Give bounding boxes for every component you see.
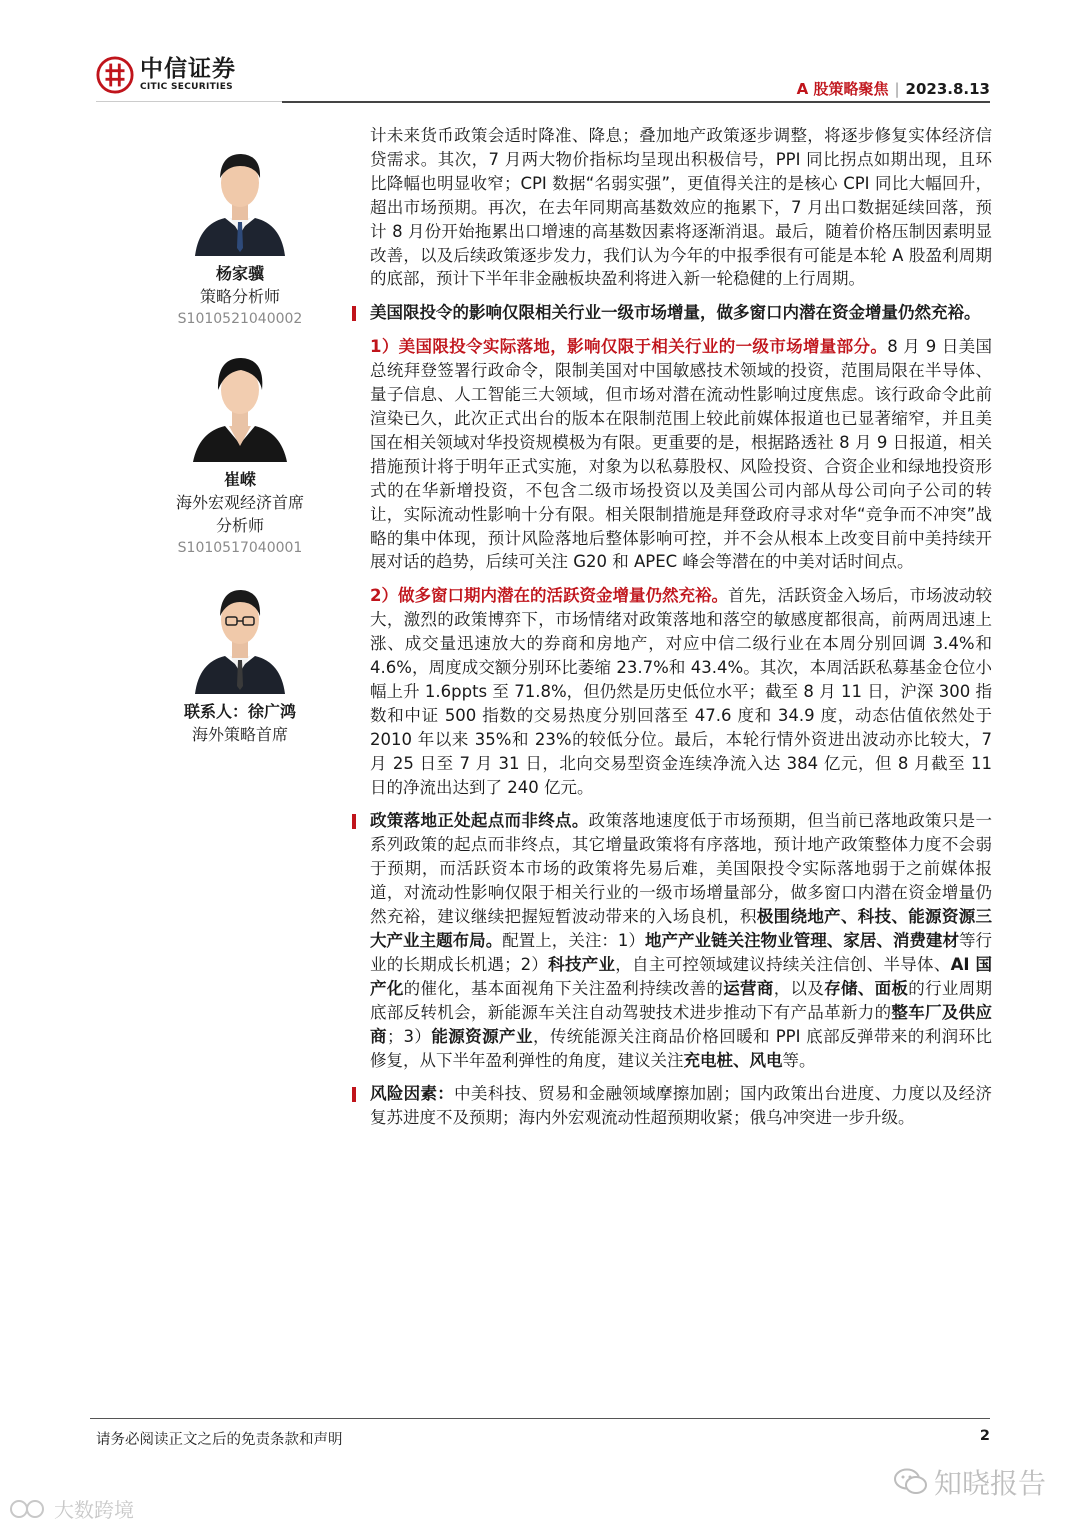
- watermark-text: 大数跨境: [54, 1498, 134, 1522]
- section-lead: 政策落地正处起点而非终点。: [370, 811, 589, 831]
- analyst-name: 杨家骥: [215, 264, 264, 283]
- subsection-lead: 2）做多窗口期内潜在的活跃资金增量仍然充裕。: [370, 586, 728, 606]
- report-date: 2023.8.13: [905, 80, 990, 98]
- analyst-photo: [185, 576, 295, 694]
- report-header: [797, 78, 990, 99]
- citic-logo: [96, 56, 236, 94]
- footer-divider: [90, 1418, 990, 1419]
- page-number: 2: [979, 1428, 990, 1444]
- citic-logo-icon: [96, 56, 134, 94]
- analyst-title: 策略分析师: [199, 287, 280, 306]
- subsection-active-capital: [352, 584, 992, 799]
- analyst-license-code: S1010517040001: [177, 540, 303, 556]
- disclaimer-notice: 请务必阅读正文之后的免责条款和声明: [96, 1432, 343, 1448]
- subsection-text: 8 月 9 日美国总统拜登签署行政命令，限制美国对中国敏感技术领域的投资，范围局限在半导体、量子信息、人工智能三大领域，但市场对潜在流动性影响过度焦虑。该行政命令此前渲染已久，此次正式出台的版本在限制范围上较此前媒体报道也已显著缩窄，并且美国在相关领域对华投资规模极为有限。更重要的是，根据路透社 8 月 9 日报道，相关措施预计将于明年正式实施，对象为以私募股权、风险投资、合资企业和绿地投资形式的在华新增投资，不包含二级市场投资以及美国公司内部从母公司向子公司的转让，实际流动性影响十分有限。相关限制措施是拜登政府寻求对华“竞争而不冲突”战略的集中体现，预计风险落地后整体影响可控，并不会从根本上改变目前中美持续开展对话的趋势，后续可关注 G20 和 APEC 峰会等潜在的中美对话时间点。: [370, 337, 993, 572]
- analyst-card-3: [140, 576, 340, 746]
- section-policy-starting-point: 政策落地正处起点而非终点。政策落地速度低于市场预期，但当前已落地政策只是一系列政策的起点而非终点，其它增量政策将有序落地，预计地产政策整体力度不会弱于预期，而活跃资本市场的政策将先易后难，美国限投令实际落地弱于之前媒体报道，对流动性影响仅限于相关行业的一级市场增量部分，做多窗口内潜在资金增量仍然充裕，建议继续把握短暂波动带来的入场良机，积极围绕地产、科技、能源资源三大产业主题布局。配置上，关注：1）地产产业链关注物业管理、家居、消费建材等行业的长期成长机遇；2）科技产业，自主可控领域建议持续关注信创、半导体、AI 国产化的催化，基本面视角下关注盈利持续改善的运营商，以及存储、面板的行业周期底部反转机会，新能源车关注自动驾驶技术进步推动下有产品革新力的整车厂及供应商；3）能源资源产业，传统能源关注商品价格回暖和 PPI 底部反弹带来的利润环比修复，从下半年盈利弹性的角度，建议关注充电桩、风电等。: [352, 809, 992, 1072]
- report-tag: A 股策略聚焦: [796, 80, 889, 98]
- contact-title: 海外策略首席: [191, 725, 288, 744]
- contact-name: 联系人：徐广鸿: [183, 702, 296, 721]
- analyst-name: 崔嵘: [223, 470, 256, 489]
- analyst-card-1: [140, 138, 340, 331]
- header-divider-left: [96, 101, 282, 102]
- analyst-card-2: [140, 344, 340, 560]
- subsection-lead: 1）美国限投令实际落地，影响仅限于相关行业的一级市场增量部分。: [370, 337, 888, 357]
- section-us-investment-restriction: [352, 301, 992, 325]
- header-separator: |: [894, 80, 900, 98]
- analyst-license-code: S1010521040002: [177, 311, 303, 327]
- watermark-logo-icon: [8, 1498, 48, 1520]
- paragraph-macro-outlook: 计未来货币政策会适时降准、降息；叠加地产政策逐步调整，将逐步修复实体经济信贷需求。其次，7 月两大物价指标均呈现出积极信号，PPI 同比拐点如期出现，且环比降幅也明显收窄；CPI 数据“名弱实强”，更值得关注的是核心 CPI 同比大幅回升，超出市场预期。再次，在去年同期高基数效应的拖累下，7 月出口数据延续回落，预计 8 月份开始拖累出口增速的高基数因素将逐渐消退。最后，随着价格压制因素明显改善，以及后续政策逐步发力，我们认为今年的中报季很有可能是本轮 A 股盈利周期的底部，预计下半年非金融板块盈利将进入新一轮稳健的上行周期。: [370, 126, 992, 289]
- subsection-restriction-impact: [352, 335, 992, 574]
- header-divider: [282, 101, 990, 103]
- watermark-text: 知晓报告: [933, 1467, 1046, 1500]
- analyst-photo: [185, 344, 295, 462]
- analyst-title-line1: 海外宏观经济首席: [175, 493, 304, 512]
- logo-english-text: CITIC SECURITIES: [140, 82, 233, 92]
- section-risk-factors: [352, 1082, 992, 1130]
- analyst-title-line2: 分析师: [215, 516, 264, 535]
- section-heading: 美国限投令的影响仅限相关行业一级市场增量，做多窗口内潜在资金增量仍然充裕。: [370, 303, 981, 323]
- watermark-left: [8, 1494, 134, 1523]
- subsection-text: 首先，活跃资金入场后，市场波动较大，激烈的政策博弈下，市场情绪对政策落地和落空的敏感度都很高，前两周迅速上涨、成交量迅速放大的券商和房地产，对应中信二级行业在本周分别回调 3.4%和 4.6%，周度成交额分别环比萎缩 23.7%和 43.4%。其次，本周活跃私募基金仓位小幅上升 1.6ppts 至 71.8%，但仍然是历史低位水平；截至 8 月 11 日，沪深 300 指数和中证 500 指数的交易热度分别回落至 47.6 度和 34.9 度，动态估值依然处于 2010 年以来 35%和 23%的较低分位。最后，本轮行情外资进出波动亦比较大，7 月 25 日至 7 月 31 日，北向交易型资金连续净流入达 384 亿元，但 8 月截至 11 日的净流出达到了 240 亿元。: [370, 586, 993, 797]
- risk-label: 风险因素：: [370, 1084, 455, 1104]
- risk-text: 中美科技、贸易和金融领域摩擦加剧；国内政策出台进度、力度以及经济复苏进度不及预期；海内外宏观流动性超预期收紧；俄乌冲突进一步升级。: [370, 1084, 993, 1128]
- logo-chinese-text: 中信证券: [140, 56, 236, 82]
- report-body: [352, 124, 992, 1130]
- analyst-photo: [185, 138, 295, 256]
- wechat-icon: [894, 1468, 928, 1496]
- watermark-right: [894, 1462, 1046, 1502]
